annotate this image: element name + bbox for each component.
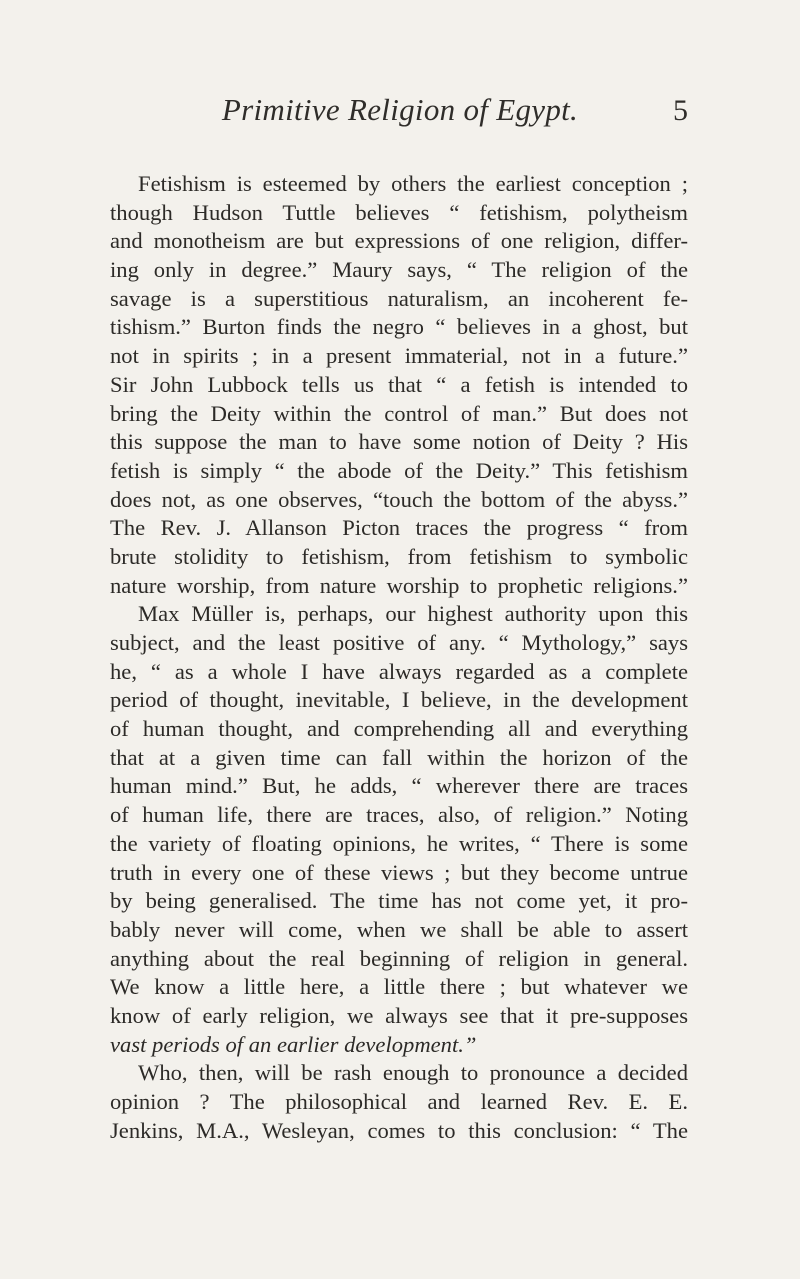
text-line: this suppose the man to have some notion of Deity ? His: [110, 429, 688, 455]
text-line: The Rev. J. Allanson Picton traces the progress “ from: [110, 515, 688, 541]
text-line: brute stolidity to fetishism, from fetishism to symbolic: [110, 543, 688, 569]
text-line: nature worship, from nature worship to prophetic religions.”: [110, 572, 688, 598]
page-number: 5: [673, 94, 688, 127]
text-line: and monotheism are but expressions of one religion, differ-: [110, 228, 688, 254]
text-line: Max Müller is, perhaps, our highest authority upon this: [138, 601, 688, 627]
text-line: of human life, there are traces, also, of religion.” Noting: [110, 802, 688, 828]
text-line: human mind.” But, he adds, “ wherever there are traces: [110, 773, 688, 799]
text-line: the variety of floating opinions, he writes, “ There is some: [110, 830, 688, 856]
text-line: Who, then, will be rash enough to pronounce a decided: [138, 1060, 688, 1086]
text-line: truth in every one of these views ; but they become untrue: [110, 859, 688, 885]
text-line: know of early religion, we always see that it pre-supposes: [110, 1002, 688, 1028]
text-line: We know a little here, a little there ; but whatever we: [110, 974, 688, 1000]
text-line: that at a given time can fall within the horizon of the: [110, 744, 688, 770]
text-line: fetish is simply “ the abode of the Deity.” This fetishism: [110, 457, 688, 483]
text-line: savage is a superstitious naturalism, an incoherent fe-: [110, 285, 688, 311]
text-line: bring the Deity within the control of man.” But does not: [110, 400, 688, 426]
text-line: does not, as one observes, “touch the bottom of the abyss.”: [110, 486, 688, 512]
text-line: of human thought, and comprehending all and everything: [110, 716, 688, 742]
text-line: he, “ as a whole I have always regarded as a complete: [110, 658, 688, 684]
text-line: ing only in degree.” Maury says, “ The religion of the: [110, 257, 688, 283]
text-line-italic: vast periods of an earlier development.”: [110, 1031, 477, 1057]
text-line: Fetishism is esteemed by others the earliest conception ;: [138, 171, 688, 196]
text-line: by being generalised. The time has not come yet, it pro-: [110, 888, 688, 914]
text-line: period of thought, inevitable, I believe, in the development: [110, 687, 688, 713]
text-line: though Hudson Tuttle believes “ fetishism, polytheism: [110, 199, 688, 225]
text-line: anything about the real beginning of religion in general.: [110, 945, 688, 971]
text-line: bably never will come, when we shall be able to assert: [110, 916, 688, 942]
running-head: [0, 92, 800, 136]
text-line: Jenkins, M.A., Wesleyan, comes to this conclusion: “ The: [110, 1117, 688, 1143]
text-line: Sir John Lubbock tells us that “ a fetish is intended to: [110, 371, 688, 397]
text-line: opinion ? The philosophical and learned Rev. E. E.: [110, 1089, 688, 1114]
text-line: subject, and the least positive of any. “ Mythology,” says: [110, 630, 688, 655]
text-line: not in spirits ; in a present immaterial, not in a future.”: [110, 343, 688, 369]
text-line: tishism.” Burton finds the negro “ believes in a ghost, but: [110, 314, 688, 340]
body-text: [110, 170, 688, 1145]
page-title: Primitive Religion of Egypt.: [221, 92, 579, 127]
